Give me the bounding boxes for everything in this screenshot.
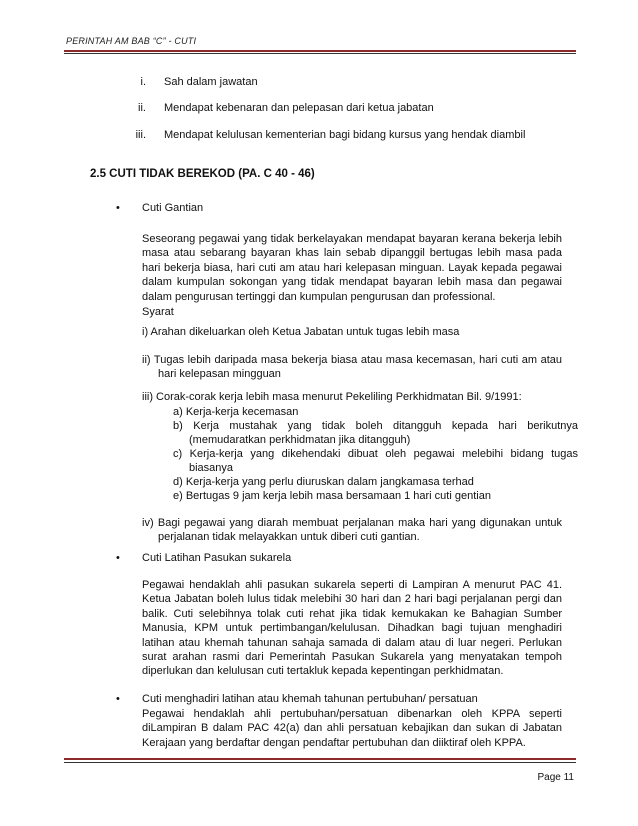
syarat-label: Syarat (142, 306, 174, 318)
list-number: i. (140, 76, 146, 88)
paragraph: Pegawai hendaklah ahli pasukan sukarela seperti di Lampiran A menurut PAC 41. Ketua Jabatan boleh lulus tidak melebihi 30 hari dan 2 hari bagi perjalanan pergi dan balik. Cuti selebihnya tolak cuti rehat jika tidak kemukakan ke Bahagian Sumber Manusia, KPM untuk pertimbangan/kelulusan. Dihadkan bagi tujuan menghadiri latihan atau khemah tahunan sahaja samada di dalam atau di luar negeri. Perlukan surat arahan rasmi dari Pemerintah Pasukan Sukarela yang menyatakan tempoh diperlukan dan kelulusan cuti tertakluk kepada kepentingan perkhidmatan. (142, 579, 562, 678)
footer-rule-black (64, 762, 576, 763)
bullet-icon: • (116, 552, 120, 564)
bullet-icon: • (116, 202, 120, 214)
sub-item: a) Kerja-kerja kecemasan (173, 406, 299, 418)
header-rule-black (64, 53, 576, 54)
footer-rule-red (64, 758, 576, 760)
list-text: Mendapat kelulusan kementerian bagi bidang kursus yang hendak diambil (164, 129, 526, 141)
list-number: ii. (138, 102, 146, 114)
list-number: iii. (135, 129, 146, 141)
header-rule-red (64, 50, 576, 52)
bullet-title: Cuti menghadiri latihan atau khemah tahunan pertubuhan/ persatuan (142, 693, 478, 705)
page-number: Page 11 (537, 772, 574, 783)
condition-item: iii) Corak-corak kerja lebih masa menurut Pekeliling Perkhidmatan Bil. 9/1991: (142, 391, 522, 403)
sub-item: c) Kerja-kerja yang dikehendaki dibuat oleh pegawai melebihi bidang tugas biasanya (173, 448, 578, 475)
section-title: 2.5 CUTI TIDAK BEREKOD (PA. C 40 - 46) (90, 168, 315, 180)
list-text: Sah dalam jawatan (164, 76, 258, 88)
sub-item: e) Bertugas 9 jam kerja lebih masa bersamaan 1 hari cuti gentian (173, 490, 491, 502)
list-text: Mendapat kebenaran dan pelepasan dari ketua jabatan (164, 102, 434, 114)
bullet-title: Cuti Latihan Pasukan sukarela (142, 552, 292, 564)
sub-item: d) Kerja-kerja yang perlu diuruskan dalam jangkamasa terhad (173, 476, 474, 488)
paragraph: Pegawai hendaklah ahli pertubuhan/persatuan dibenarkan oleh KPPA seperti diLampiran B dalam PAC 42(a) dan ahli persatuan kebajikan dan sukan di Jabatan Kerajaan yang berdaftar dengan pendaftar pertubuhan dan diiktiraf oleh KPPA. (142, 708, 562, 749)
sub-item: b) Kerja mustahak yang tidak boleh ditangguh kepada hari berikutnya (memudaratkan perkhidmatan jika ditangguh) (173, 420, 578, 447)
bullet-icon: • (116, 693, 120, 705)
document-header: PERINTAH AM BAB “C” - CUTI (66, 36, 197, 46)
bullet-title: Cuti Gantian (142, 202, 204, 214)
paragraph: Seseorang pegawai yang tidak berkelayakan mendapat bayaran kerana bekerja lebih masa atau sebarang bayaran khas lain sebab dipanggil bertugas lebih masa pada hari bekerja biasa, hari cuti am atau hari kelepasan minguan. Layak kepada pegawai dalam kumpulan sokongan yang tidak mendapat bayaran lebih masa dan pegawai dalam pengurusan tertinggi dan kumpulan pengurusan dan professional. (142, 233, 562, 303)
condition-item: iv) Bagi pegawai yang diarah membuat perjalanan maka hari yang digunakan untuk perjalanan tidak melayakkan untuk diberi cuti gantian. (142, 517, 562, 544)
condition-item: ii) Tugas lebih daripada masa bekerja biasa atau masa kecemasan, hari cuti am atau hari kelepasan mingguan (142, 354, 562, 381)
condition-item: i) Arahan dikeluarkan oleh Ketua Jabatan untuk tugas lebih masa (142, 326, 460, 338)
